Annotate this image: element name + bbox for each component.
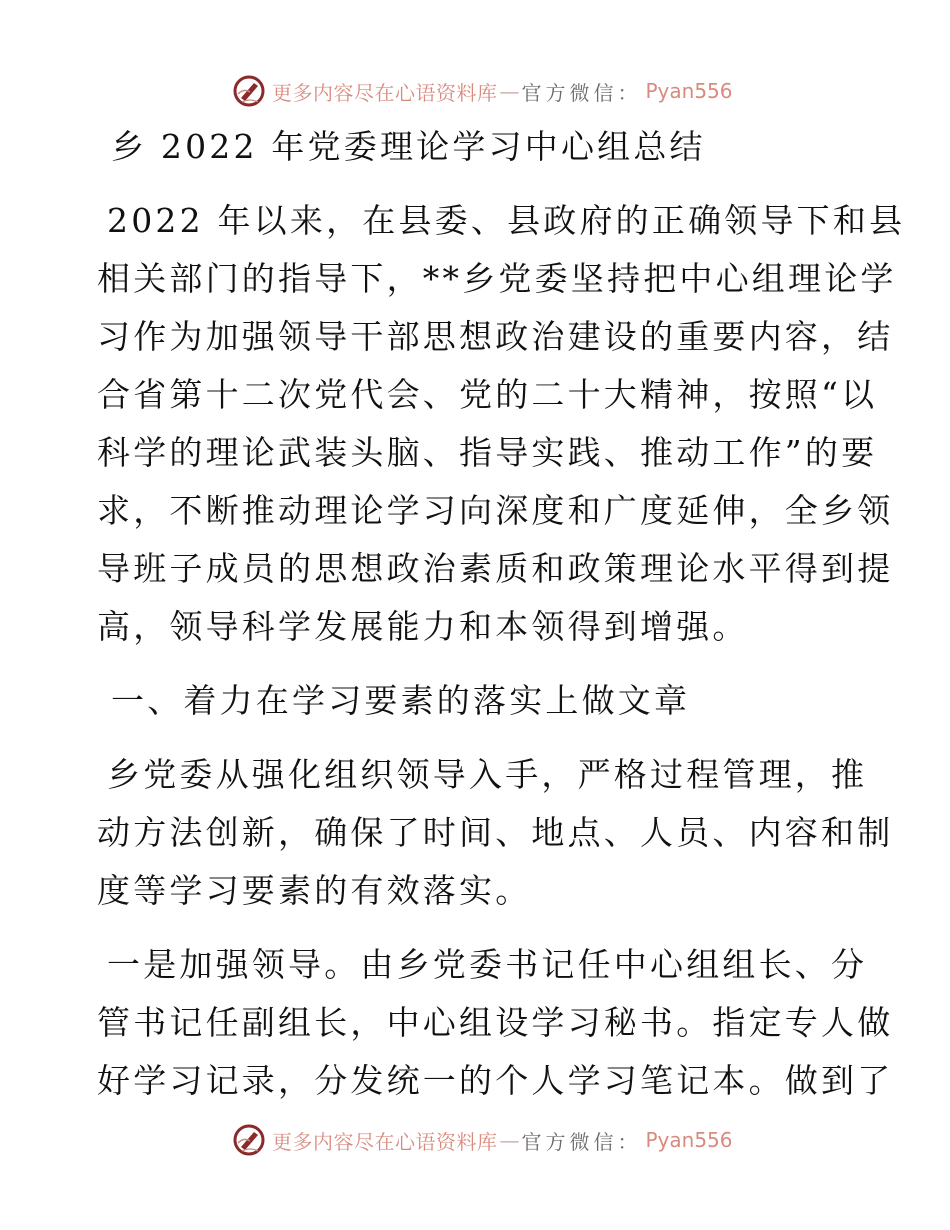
- watermark-site-text: 更多内容尽在心语资料库: [272, 80, 498, 105]
- watermark-site-text: 更多内容尽在心语资料库: [272, 1129, 498, 1154]
- paragraph-line: 好学习记录，分发统一的个人学习笔记本。做到了: [97, 1061, 894, 1100]
- paragraph-section-intro: [97, 746, 894, 920]
- quill-pen-logo-icon: [232, 1123, 266, 1157]
- watermark-dash: —: [499, 1128, 520, 1152]
- paragraph-line: 一是加强领导。由乡党委书记任中心组组长、分: [107, 945, 868, 984]
- section-heading: 一、着力在学习要素的落实上做文章: [111, 681, 691, 720]
- watermark-dash: —: [499, 79, 520, 103]
- paragraph-line: 相关部门的指导下，**乡党委坚持把中心组理论学: [97, 259, 897, 298]
- paragraph-line: 合省第十二次党代会、党的二十大精神，按照“以: [97, 375, 878, 414]
- paragraph-line: 度等学习要素的有效落实。: [97, 871, 532, 910]
- quill-pen-logo-icon: [232, 74, 266, 108]
- paragraph-line: 管书记任副组长，中心组设学习秘书。指定专人做: [97, 1003, 894, 1042]
- watermark-wechat-id: Pyan556: [645, 79, 733, 103]
- document-title: 乡 2022 年党委理论学习中心组总结: [111, 127, 706, 166]
- document-body: [97, 118, 906, 1126]
- header-watermark: [232, 73, 733, 109]
- paragraph-line: 2022 年以来，在县委、县政府的正确领导下和县: [107, 201, 906, 240]
- watermark-wechat-label: 官方微信：: [521, 80, 642, 105]
- paragraph-line: 习作为加强领导干部思想政治建设的重要内容，结: [97, 317, 894, 356]
- paragraph-line: 高，领导科学发展能力和本领得到增强。: [97, 607, 749, 646]
- paragraph-intro: [97, 192, 906, 656]
- watermark-wechat-label: 官方微信：: [521, 1129, 642, 1154]
- paragraph-leadership: [97, 936, 894, 1110]
- paragraph-line: 乡党委从强化组织领导入手，严格过程管理，推: [107, 755, 868, 794]
- paragraph-line: 动方法创新，确保了时间、地点、人员、内容和制: [97, 813, 894, 852]
- paragraph-line: 求，不断推动理论学习向深度和广度延伸，全乡领: [97, 491, 894, 530]
- paragraph-line: 科学的理论武装头脑、指导实践、推动工作”的要: [97, 433, 878, 472]
- watermark-wechat-id: Pyan556: [645, 1128, 733, 1152]
- footer-watermark: [232, 1122, 733, 1158]
- paragraph-line: 导班子成员的思想政治素质和政策理论水平得到提: [97, 549, 894, 588]
